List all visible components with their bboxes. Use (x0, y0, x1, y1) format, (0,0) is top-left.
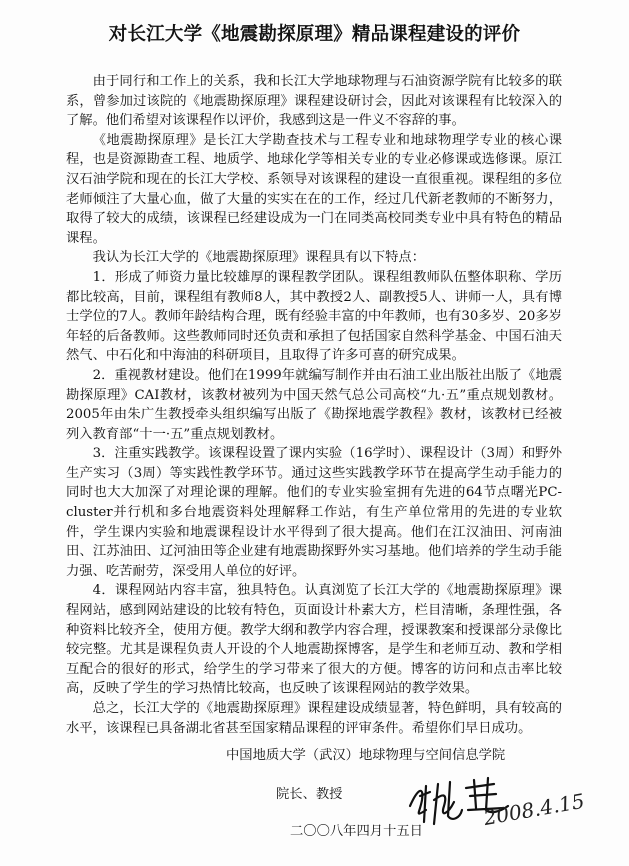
paragraph-conclusion: 总之，长江大学的《地震勘探原理》课程建设成绩显著，特色鲜明，具有较高的水平，该课程已具备湖北省甚至国家精品课程的评审条件。希望你们早日成功。 (66, 701, 562, 736)
paragraph-feature-3: 3．注重实践教学。该课程设置了课内实验（16学时）、课程设计（3周）和野外生产实习（3周）等实践性教学环节。通过这些实践教学环节在提高学生动手能力的同时也大大加深了对理论课的理解。他们的专业实验室拥有先进的64节点曙光PC-cluster并行机和多台地震资料处理解释工作站，有生产单位常用的先进的专业软件，学生课内实验和地震课程设计水平得到了很大提高。他们在江汉油田、河南油田、江苏油田、辽河油田等企业建有地震勘探野外实习基地。他们培养的学生动手能力强、吃苦耐劳，深受用人单位的好评。 (66, 446, 562, 579)
document-body (66, 72, 562, 738)
signature-institution: 中国地质大学（武汉）地球物理与空间信息学院 (226, 748, 506, 763)
signature-date: 二〇〇八年四月十五日 (290, 824, 423, 839)
paragraph-features-lead: 我认为长江大学的《地震勘探原理》课程具有以下特点： (92, 250, 426, 266)
paragraph-course-overview: 《地震勘探原理》是长江大学勘查技术与工程专业和地球物理学专业的核心课程，也是资源勘查工程、地质学、地球化学等相关专业的专业必修课或选修课。原江汉石油学院和现在的长江大学校、系领导对该课程的建设一直很重视。课程组的多位老师倾注了大量心血，做了大量的实实在在的工作，经过几代新老教师的不断努力，取得了较大的成绩，该课程已经建设成为一门在同类高校同类专业中具有特色的精品课程。 (66, 132, 562, 246)
paragraph-feature-1: 1．形成了师资力量比较雄厚的课程教学团队。课程组教师队伍整体职称、学历都比较高，目前，课程组有教师8人，其中教授2人、副教授5人、讲师一人，具有博士学位的7人。教师年龄结构合理，既有经验丰富的中年教师，也有30多岁、20多岁年轻的后备教师。这些教师同时还负责和承担了包括国家自然科学基金、中国石油天然气、中石化和中海油的科研项目，且取得了许多可喜的研究成果。 (66, 269, 562, 364)
signature-position: 院长、教授 (276, 787, 343, 802)
document-title: 对长江大学《地震勘探原理》精品课程建设的评价 (108, 24, 521, 45)
paragraph-intro: 由于同行和工作上的关系，我和长江大学地球物理与石油资源学院有比较多的联系，曾参加过该院的《地震勘探原理》课程建设研讨会，因此对该课程有比较深入的了解。他们希望对该课程作以评价，我感到这是一件义不容辞的事。 (66, 74, 562, 129)
paragraph-feature-4: 4．课程网站内容丰富，独具特色。认真浏览了长江大学的《地震勘探原理》课程网站，感到网站建设的比较有特色，页面设计朴素大方，栏目清晰，条理性强，各种资料比较齐全，使用方便。教学大纲和教学内容合理，授课教案和授课部分录像比较完整。尤其是课程负责人开设的个人地震勘探博客，是学生和老师互动、教和学相互配合的很好的形式，给学生的学习带来了很大的方便。博客的访问和点击率比较高，反映了学生的学习热情比较高，也反映了该课程网站的教学效果。 (66, 583, 562, 697)
handwritten-date: 2008.4.15 (481, 788, 587, 830)
paragraph-feature-2: 2．重视教材建设。他们在1999年就编写制作并由石油工业出版社出版了《地震勘探原理》CAI教材，该教材被列为中国天然气总公司高校“九·五”重点规划教材。2005年由朱广生教授牵头组织编写出版了《勘探地震学教程》教材，该教材已经被列入教育部“十一·五”重点规划教材。 (66, 367, 562, 442)
